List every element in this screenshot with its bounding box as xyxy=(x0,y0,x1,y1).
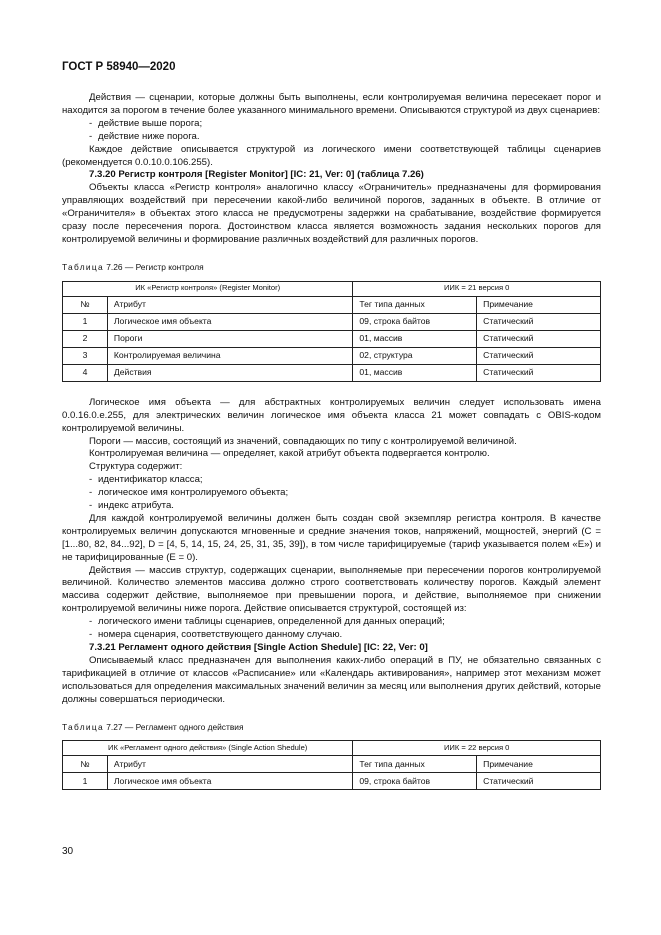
table-cell: Пороги xyxy=(107,330,352,347)
table-cell: Статический xyxy=(477,364,601,381)
page-number: 30 xyxy=(62,846,74,857)
paragraph: Действия — массив структур, содержащих сценарии, выполняемые при пересечении порогов контролируемой величиной. Количество элементов массива должно строго соответствовать количеству порогов. Каждый элемент массива содержит действие, выполняемое при превышении порога, и действие, выполняемое при снижении контролируемой величины ниже порога. Действие описывается структурой, состоящей из: xyxy=(62,564,601,615)
table-ik-cell: ИК «Регистр контроля» (Register Monitor) xyxy=(63,281,353,296)
table-header-row xyxy=(63,756,601,773)
table-cell: 02, структура xyxy=(353,347,477,364)
table-7-27 xyxy=(62,740,601,790)
paragraph: Контролируемая величина — определяет, какой атрибут объекта подвергается контролю. xyxy=(89,448,490,460)
section-heading-7-3-20: 7.3.20 Регистр контроля [Register Monitor] [IC: 21, Ver: 0] (таблица 7.26) xyxy=(89,169,424,181)
list-item: - номера сценария, соответствующего данному случаю. xyxy=(89,629,343,641)
list-item: - логическое имя контролируемого объекта; xyxy=(89,487,289,499)
table-cell: Статический xyxy=(477,313,601,330)
list-item: - действие выше порога; xyxy=(89,117,203,129)
paragraph: Для каждой контролируемой величины должен быть создан свой экземпляр регистра контроля. В качестве контролируемых величин допускаются мгновенные и средние значения токов, напряжений, мощностей, энергий (С = [1...80, 82, 84...92], D = [4, 5, 14, 15, 24, 25, 31, 35, 39]), в том числе тарифицируемые (тариф указывается полем «Е») и не тарифицированные (Е = 0). xyxy=(62,512,601,563)
paragraph: Каждое действие описывается структурой из логического имени соответствующей таблицы сценариев (рекомендуется 0.0.10.0.106.255). xyxy=(62,143,601,168)
col-header: Атрибут xyxy=(107,756,352,773)
table-cell: Статический xyxy=(477,347,601,364)
col-header: Примечание xyxy=(477,756,601,773)
col-header: № xyxy=(63,296,108,313)
col-header: Тег типа данных xyxy=(353,756,477,773)
table-row xyxy=(63,313,601,330)
table-row xyxy=(63,364,601,381)
list-item: - логического имени таблицы сценариев, определенной для данных операций; xyxy=(89,616,445,628)
table-caption-7-26: Таблица 7.26 — Регистр контроля xyxy=(62,261,204,272)
paragraph: Структура содержит: xyxy=(89,461,183,473)
table-cell: 01, массив xyxy=(353,330,477,347)
table-row xyxy=(63,773,601,790)
table-cell: 1 xyxy=(63,773,108,790)
col-header: Примечание xyxy=(477,296,601,313)
table-cell: 1 xyxy=(63,313,108,330)
section-heading-7-3-21: 7.3.21 Регламент одного действия [Single Action Shedule] [IC: 22, Ver: 0] xyxy=(89,642,428,653)
table-cell: Логическое имя объекта xyxy=(107,773,352,790)
list-item: - индекс атрибута. xyxy=(89,500,174,512)
table-cell: 4 xyxy=(63,364,108,381)
table-iik-cell: ИИК = 22 версия 0 xyxy=(353,741,601,756)
table-cell: 3 xyxy=(63,347,108,364)
paragraph: Объекты класса «Регистр контроля» аналогично классу «Ограничитель» предназначены для формирования управляющих воздействий при пересечении какой-либо величиной порогов, заданных в объекте. В отличие от «Ограничителя» в объектах этого класса не предусмотрены задержки на срабатывание, воздействие формируется сразу после пересечения порога. Достоинством класса является возможность задания нескольких порогов для контролируемой величины и формирование различных воздействий для различных порогов. xyxy=(62,182,601,245)
table-row xyxy=(63,347,601,364)
table-ik-cell: ИК «Регламент одного действия» (Single Action Shedule) xyxy=(63,741,353,756)
table-cell: Действия xyxy=(107,364,352,381)
table-row xyxy=(63,330,601,347)
page-content xyxy=(62,92,601,790)
table-7-26 xyxy=(62,281,601,382)
col-header: Атрибут xyxy=(107,296,352,313)
list-item: - действие ниже порога. xyxy=(89,130,200,142)
paragraph: Действия — сценарии, которые должны быть выполнены, если контролируемая величина пересекает порог и находится за порогом в течение более указанного минимального времени. Описываются структурой из двух сценариев: xyxy=(62,92,601,116)
table-cell: Статический xyxy=(477,773,601,790)
list-item: - идентификатор класса; xyxy=(89,474,203,486)
table-cell: Логическое имя объекта xyxy=(107,313,352,330)
paragraph: Логическое имя объекта — для абстрактных контролируемых величин следует использовать имена 0.0.16.0.е.255, для электрических величин логическое имя объекта класса 21 может совпадать с OBIS-кодом контролируемой величины. xyxy=(62,396,601,434)
paragraph: Описываемый класс предназначен для выполнения каких-либо операций в ПУ, не обязательно связанных с тарификацией в отличие от классов «Расписание» или «Календарь активирования», например этот механизм может использоваться для определения максимальных значений величин за месяц или выполнения других действий, которые должны совершаться периодически. xyxy=(62,654,601,705)
col-header: Тег типа данных xyxy=(353,296,477,313)
document-header: ГОСТ Р 58940—2020 xyxy=(62,61,176,73)
table-header-row xyxy=(63,296,601,313)
table-cell: Контролируемая величина xyxy=(107,347,352,364)
table-cell: 01, массив xyxy=(353,364,477,381)
table-cell: 09, строка байтов xyxy=(353,773,477,790)
table-cell: Статический xyxy=(477,330,601,347)
table-caption-7-27: Таблица 7.27 — Регламент одного действия xyxy=(62,721,244,732)
table-cell: 09, строка байтов xyxy=(353,313,477,330)
paragraph: Пороги — массив, состоящий из значений, совпадающих по типу с контролируемой величиной. xyxy=(89,435,517,447)
col-header: № xyxy=(63,756,108,773)
table-iik-cell: ИИК = 21 версия 0 xyxy=(353,281,601,296)
table-cell: 2 xyxy=(63,330,108,347)
